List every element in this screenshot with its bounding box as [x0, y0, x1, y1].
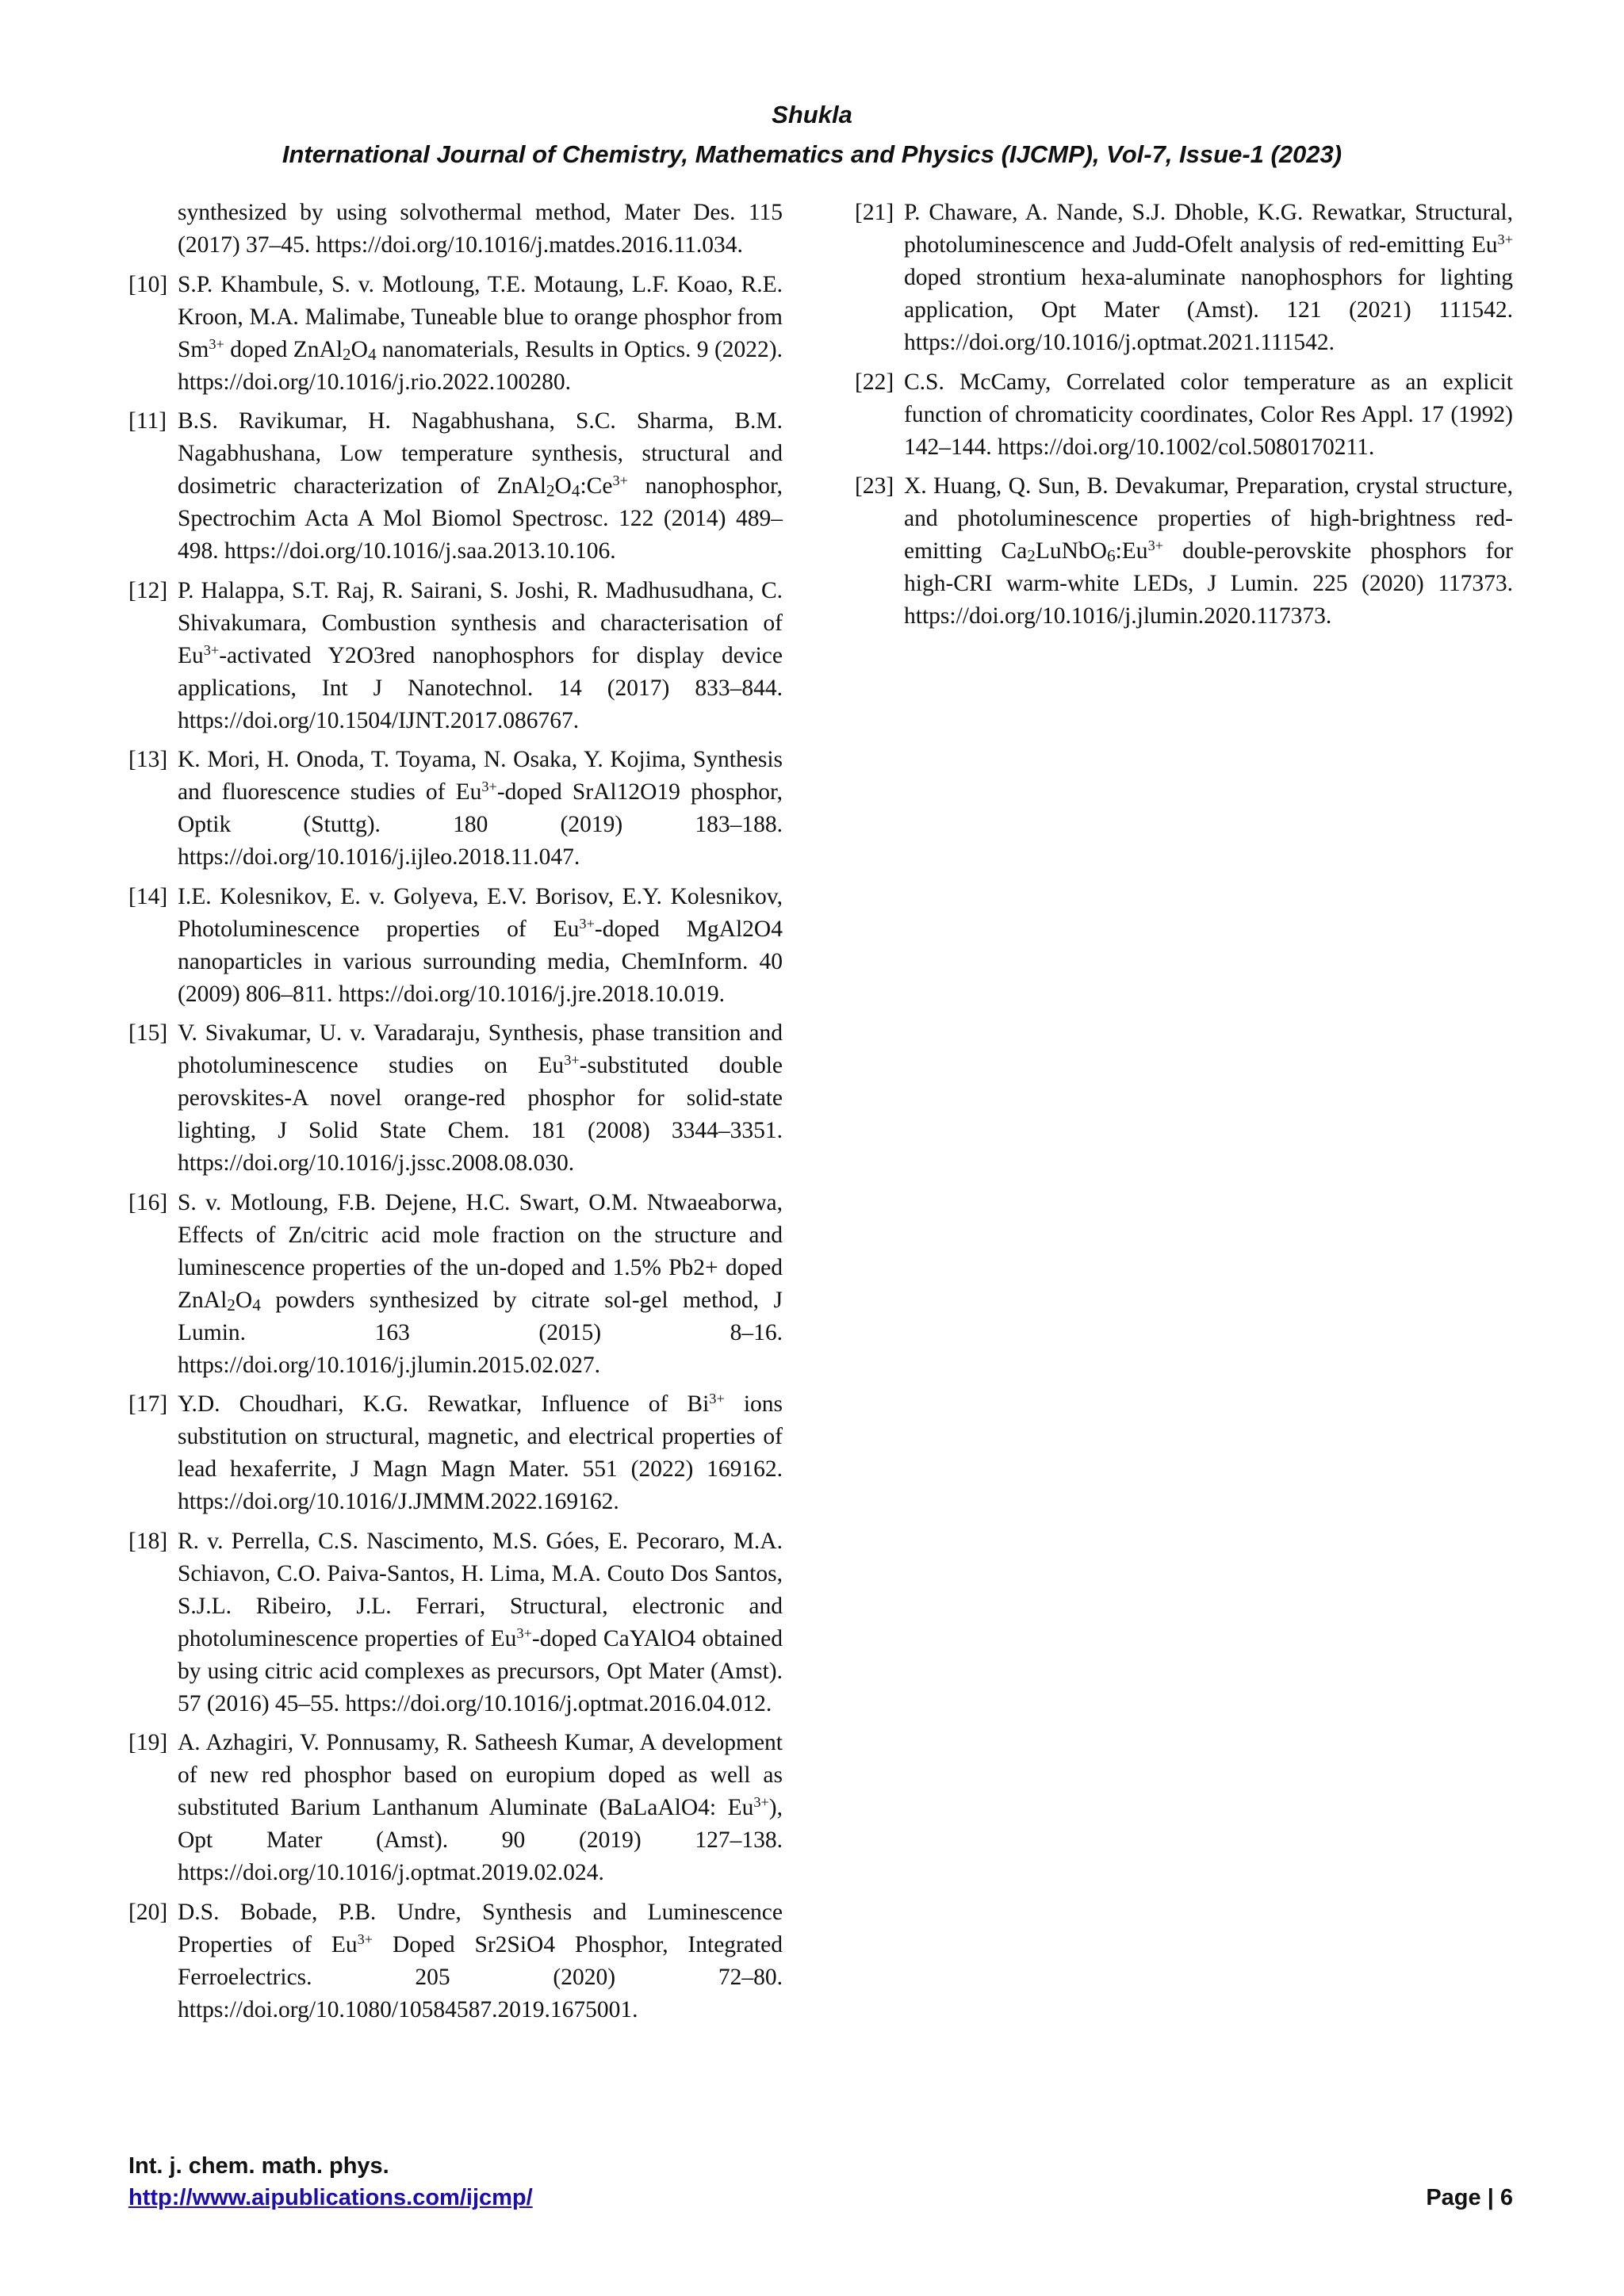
reference-number: [20] — [128, 1899, 168, 1925]
reference-text: S. v. Motloung, F.B. Dejene, H.C. Swart, O.M. Ntwaeaborwa, Effects of Zn/citric acid mole fraction on the structure and luminescence properties of the un-doped and 1.5% Pb2+ doped $ZnAl_2O_4$ powders synthesized by citrate sol-gel method, J Lumin. 163 (2015) 8–16. https://doi.org/10.1016/j.jlumin.2015.02.027. — [178, 1189, 783, 1378]
reference-number: [13] — [128, 747, 168, 772]
reference-number: [15] — [128, 1020, 168, 1046]
reference-entry — [128, 744, 783, 874]
reference-text: P. Chaware, A. Nande, S.J. Dhoble, K.G. Rewatkar, Structural, photoluminescence and Judd-Ofelt analysis of red-emitting $Eu^{3+}$ doped strontium hexa-aluminate nanophosphors for lighting application, Opt Mater (Amst). 121 (2021) 111542. https://doi.org/10.1016/j.optmat.2021.111542. — [904, 200, 1513, 355]
header-journal-title: International Journal of Chemistry, Mathematics and Physics (IJCMP), Vol-7, Issue-1 (2023) — [282, 140, 1342, 168]
reference-entry — [855, 366, 1513, 464]
reference-entry — [128, 197, 783, 262]
reference-text: B.S. Ravikumar, H. Nagabhushana, S.C. Sharma, B.M. Nagabhushana, Low temperature synthesis, structural and dosimetric characterization of $ZnAl_2O_4:Ce^{3+}$ nanophosphor, Spectrochim Acta A Mol Biomol Spectrosc. 122 (2014) 489–498. https://doi.org/10.1016/j.saa.2013.10.106. — [178, 408, 783, 564]
page-header — [0, 95, 1624, 174]
reference-entry — [128, 405, 783, 568]
reference-text: C.S. McCamy, Correlated color temperature as an explicit function of chromaticity coordinates, Color Res Appl. 17 (1992) 142–144. https://doi.org/10.1002/col.5080170211. — [904, 369, 1513, 460]
reference-entry — [128, 269, 783, 399]
reference-entry — [128, 881, 783, 1011]
reference-text: P. Halappa, S.T. Raj, R. Sairani, S. Joshi, R. Madhusudhana, C. Shivakumara, Combustion synthesis and characterisation of $Eu^{3+}$-activated Y2O3red nanophosphors for display device applications, Int J Nanotechnol. 14 (2017) 833–844. https://doi.org/10.1504/IJNT.2017.086767. — [178, 577, 783, 733]
reference-number: [12] — [128, 577, 168, 603]
reference-entry — [855, 470, 1513, 633]
page-footer — [128, 2150, 1513, 2214]
reference-text: I.E. Kolesnikov, E. v. Golyeva, E.V. Borisov, E.Y. Kolesnikov, Photoluminescence properties of $Eu^{3+}$-doped MgAl2O4 nanoparticles in various surrounding media, ChemInform. 40 (2009) 806–811. https://doi.org/10.1016/j.jre.2018.10.019. — [178, 883, 783, 1007]
footer-page-number: Page | 6 — [1426, 2185, 1513, 2210]
reference-entry — [128, 1727, 783, 1889]
reference-number: [22] — [855, 369, 894, 395]
footer-journal-link[interactable]: http://www.aipublications.com/ijcmp/ — [128, 2185, 533, 2210]
reference-text: synthesized by using solvothermal method, Mater Des. 115 (2017) 37–45. https://doi.org/10.1016/j.matdes.2016.11.034. — [178, 200, 783, 258]
reference-number: [23] — [855, 473, 894, 499]
reference-text: Y.D. Choudhari, K.G. Rewatkar, Influence of $Bi^{3+}$ ions substitution on structural, magnetic, and electrical properties of lead hexaferrite, J Magn Magn Mater. 551 (2022) 169162. https://doi.org/10.1016/J.JMMM.2022.169162. — [178, 1390, 783, 1514]
reference-number: [19] — [128, 1730, 168, 1755]
reference-entry — [128, 1525, 783, 1720]
reference-number — [128, 197, 178, 262]
footer-journal-abbrev: Int. j. chem. math. phys. — [128, 2153, 389, 2179]
reference-entry — [128, 1187, 783, 1382]
reference-number: [17] — [128, 1391, 168, 1417]
reference-column-left — [128, 197, 783, 2033]
reference-entry — [128, 1388, 783, 1518]
reference-number: [11] — [128, 408, 167, 434]
reference-entry — [855, 197, 1513, 359]
reference-number: [10] — [128, 271, 168, 297]
reference-number: [16] — [128, 1189, 168, 1215]
reference-column-right — [855, 197, 1513, 640]
reference-number: [18] — [128, 1528, 168, 1554]
reference-text: S.P. Khambule, S. v. Motloung, T.E. Motaung, L.F. Koao, R.E. Kroon, M.A. Malimabe, Tuneable blue to orange phosphor from $Sm^{3+}$ doped $ZnAl_2O_4$ nanomaterials, Results in Optics. 9 (2022). https://doi.org/10.1016/j.rio.2022.100280. — [178, 271, 783, 395]
reference-entry — [128, 575, 783, 737]
reference-entry — [128, 1896, 783, 2026]
header-author: Shukla — [772, 101, 852, 128]
reference-text: D.S. Bobade, P.B. Undre, Synthesis and Luminescence Properties of $Eu^{3+}$ Doped Sr2SiO4 Phosphor, Integrated Ferroelectrics. 205 (2020) 72–80. https://doi.org/10.1080/10584587.2019.1675001. — [178, 1899, 783, 2022]
reference-number: [14] — [128, 883, 168, 909]
reference-text: R. v. Perrella, C.S. Nascimento, M.S. Góes, E. Pecoraro, M.A. Schiavon, C.O. Paiva-Santos, H. Lima, M.A. Couto Dos Santos, S.J.L. Ribeiro, J.L. Ferrari, Structural, electronic and photoluminescence properties of $Eu^{3+}$-doped CaYAlO4 obtained by using citric acid complexes as precursors, Opt Mater (Amst). 57 (2016) 45–55. https://doi.org/10.1016/j.optmat.2016.04.012. — [178, 1528, 783, 1716]
reference-text: V. Sivakumar, U. v. Varadaraju, Synthesis, phase transition and photoluminescence studies on $Eu^{3+}$-substituted double perovskites-A novel orange-red phosphor for solid-state lighting, J Solid State Chem. 181 (2008) 3344–3351. https://doi.org/10.1016/j.jssc.2008.08.030. — [178, 1020, 783, 1176]
reference-number: [21] — [855, 200, 894, 225]
reference-text: A. Azhagiri, V. Ponnusamy, R. Satheesh Kumar, A development of new red phosphor based on europium doped as well as substituted Barium Lanthanum Aluminate (BaLaAlO4: $Eu^{3+}$), Opt Mater (Amst). 90 (2019) 127–138. https://doi.org/10.1016/j.optmat.2019.02.024. — [178, 1730, 783, 1885]
reference-entry — [128, 1017, 783, 1180]
reference-text: K. Mori, H. Onoda, T. Toyama, N. Osaka, Y. Kojima, Synthesis and fluorescence studies of $Eu^{3+}$-doped SrAl12O19 phosphor, Optik (Stuttg). 180 (2019) 183–188. https://doi.org/10.1016/j.ijleo.2018.11.047. — [178, 747, 783, 870]
reference-text: X. Huang, Q. Sun, B. Devakumar, Preparation, crystal structure, and photoluminescence properties of high-brightness red-emitting $Ca_2LuNbO_6:Eu^{3+}$ double-perovskite phosphors for high-CRI warm-white LEDs, J Lumin. 225 (2020) 117373. https://doi.org/10.1016/j.jlumin.2020.117373. — [904, 473, 1513, 629]
